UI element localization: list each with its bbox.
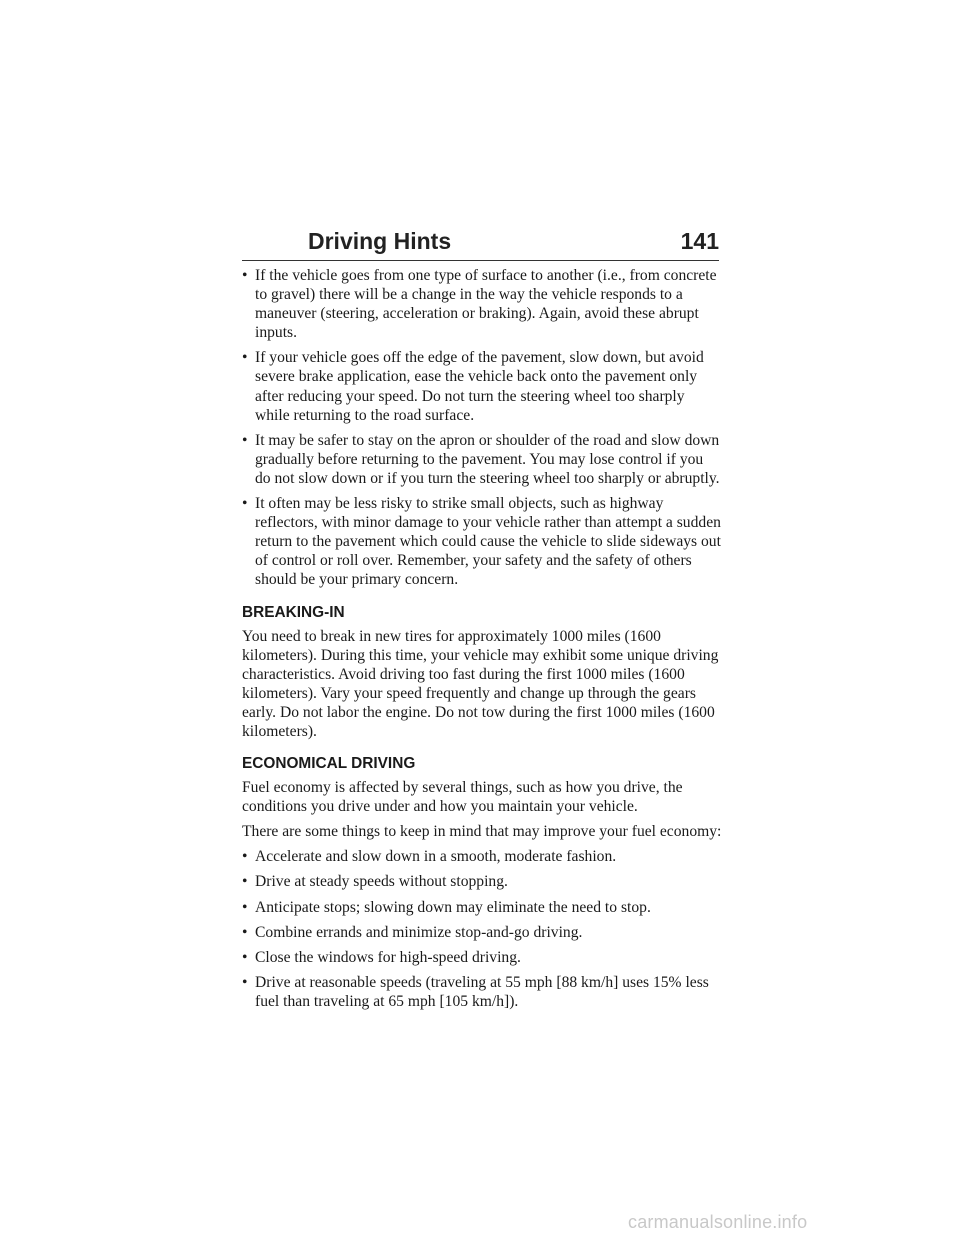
list-item-text: If your vehicle goes off the edge of the pavement, slow down, but avoid severe brake application, ease the vehicle back onto the pavement only after reducing your speed. Do not turn the steering wheel too sharply while returning to the road surface.	[255, 349, 704, 424]
list-item-text: Close the windows for high-speed driving.	[255, 948, 521, 966]
bullet-marker: •	[242, 923, 248, 941]
list-item-text: Anticipate stops; slowing down may eliminate the need to stop.	[255, 898, 651, 916]
list-item	[242, 266, 722, 342]
bullet-marker: •	[242, 973, 248, 991]
bullet-marker: •	[242, 898, 248, 916]
section-title: Driving Hints	[308, 228, 452, 254]
list-item	[242, 348, 722, 424]
page-header	[242, 226, 719, 260]
bullet-marker: •	[242, 431, 248, 449]
bullet-marker: •	[242, 267, 248, 284]
list-item	[242, 494, 722, 589]
breaking-in-heading: BREAKING-IN	[242, 603, 345, 621]
list-item	[242, 847, 722, 866]
list-item	[242, 872, 722, 891]
list-item	[242, 898, 722, 917]
economical-driving-heading: ECONOMICAL DRIVING	[242, 755, 416, 773]
list-item-text: If the vehicle goes from one type of surface to another (i.e., from concrete to gravel) there will be a change in the way the vehicle responds to a maneuver (steering, acceleration or braking). Again, avoid these abrupt inputs.	[255, 267, 717, 342]
economical-paragraph-1: Fuel economy is affected by several things, such as how you drive, the conditions you drive under and how you maintain your vehicle.	[242, 779, 683, 816]
bullet-marker: •	[242, 873, 248, 891]
economical-paragraph-2: There are some things to keep in mind that may improve your fuel economy:	[242, 823, 722, 841]
bullet-marker: •	[242, 948, 248, 966]
header-divider	[242, 260, 719, 261]
list-item	[242, 948, 722, 967]
bullet-marker: •	[242, 848, 248, 866]
bullet-marker: •	[242, 349, 248, 367]
list-item	[242, 923, 722, 942]
breaking-in-paragraph: You need to break in new tires for approximately 1000 miles (1600 kilometers). During this time, your vehicle may exhibit some unique driving characteristics. Avoid driving too fast during the first 1000 miles (1600 kilometers). Vary your speed frequently and change up through the gears early. Do not labor the engine. Do not tow during the first 1000 miles (1600 kilometers).	[242, 627, 719, 740]
list-item	[242, 973, 722, 1011]
page-number: 141	[680, 228, 719, 254]
list-item-text: Combine errands and minimize stop-and-go driving.	[255, 923, 583, 941]
page-content	[242, 266, 722, 1017]
bullet-marker: •	[242, 495, 248, 513]
list-item	[242, 431, 722, 488]
list-item-text: It may be safer to stay on the apron or shoulder of the road and slow down gradually before returning to the pavement. You may lose control if you do not slow down or if you turn the steering wheel too sharply or abruptly.	[255, 431, 720, 487]
list-item-text: Drive at reasonable speeds (traveling at 55 mph [88 km/h] uses 15% less fuel than traveling at 65 mph [105 km/h]).	[255, 973, 709, 1010]
watermark-text: carmanualsonline.info	[628, 1212, 808, 1232]
list-item-text: Accelerate and slow down in a smooth, moderate fashion.	[255, 848, 617, 866]
list-item-text: It often may be less risky to strike small objects, such as highway reflectors, with minor damage to your vehicle rather than attempt a sudden return to the pavement which could cause the vehicle to slide sideways out of control or roll over. Remember, your safety and the safety of others should be your primary concern.	[255, 495, 721, 589]
list-item-text: Drive at steady speeds without stopping.	[255, 873, 508, 891]
